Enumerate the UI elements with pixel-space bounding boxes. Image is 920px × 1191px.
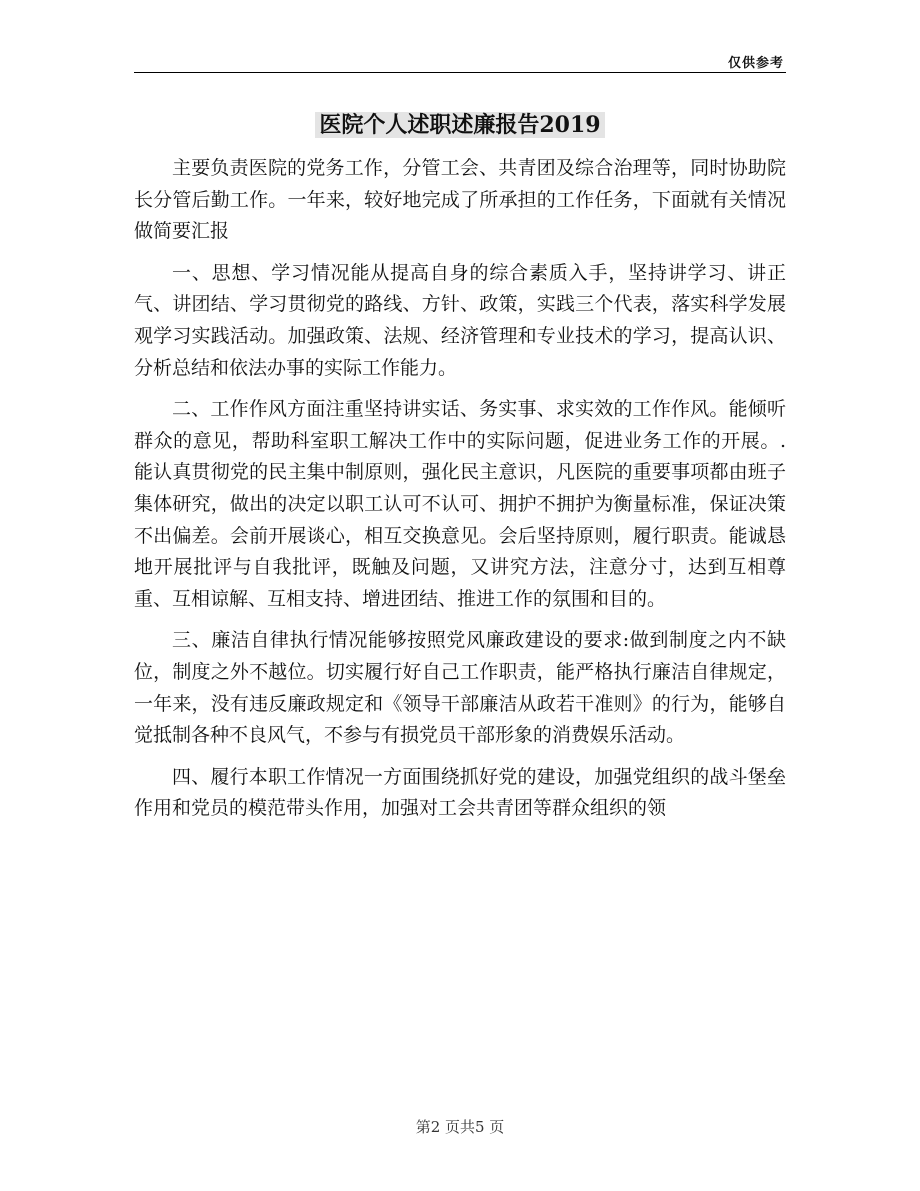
document-title: 医院个人述职述廉报告2019 [315,112,604,138]
paragraph-work-style: 二、工作作风方面注重坚持讲实话、务实事、求实效的工作作风。能倾听群众的意见，帮助科室职工解决工作中的实际问题，促进业务工作的开展。.能认真贯彻党的民主集中制原则，强化民主意识，凡医院的重要事项都由班子集体研究，做出的决定以职工认可不认可、拥护不拥护为衡量标准，保证决策不出偏差。会前开展谈心，相互交换意见。会后坚持原则，履行职责。能诚恳地开展批评与自我批评，既触及问题，又讲究方法，注意分寸，达到互相尊重、互相谅解、互相支持、增进团结、推进工作的氛围和目的。 [134,398,786,610]
header-reference-tag: 仅供参考 [727,56,784,71]
paragraph-duties: 四、履行本职工作情况一方面围绕抓好党的建设，加强党组织的战斗堡垒作用和党员的模范带头作用，加强对工会共青团等群众组织的领 [134,765,786,820]
document-title-row [0,110,920,140]
page-number: 第2 页共5 页 [415,1118,505,1136]
paragraph-integrity: 三、廉洁自律执行情况能够按照党风廉政建设的要求:做到制度之内不缺位，制度之外不越位。切实履行好自己工作职责，能严格执行廉洁自律规定，一年来，没有违反廉政规定和《领导干部廉洁从政若干准则》的行为，能够自觉抵制各种不良风气，不参与有损党员干部形象的消费娱乐活动。 [134,629,786,747]
document-body [134,153,786,825]
header-divider [134,72,786,73]
paragraph-thought-study: 一、思想、学习情况能从提高自身的综合素质入手，坚持讲学习、讲正气、讲团结、学习贯彻党的路线、方针、政策，实践三个代表，落实科学发展观学习实践活动。加强政策、法规、经济管理和专业技术的学习，提高认识、分析总结和依法办事的实际工作能力。 [134,261,786,379]
paragraph-intro: 主要负责医院的党务工作，分管工会、共青团及综合治理等，同时协助院长分管后勤工作。一年来，较好地完成了所承担的工作任务，下面就有关情况做简要汇报 [134,157,786,243]
